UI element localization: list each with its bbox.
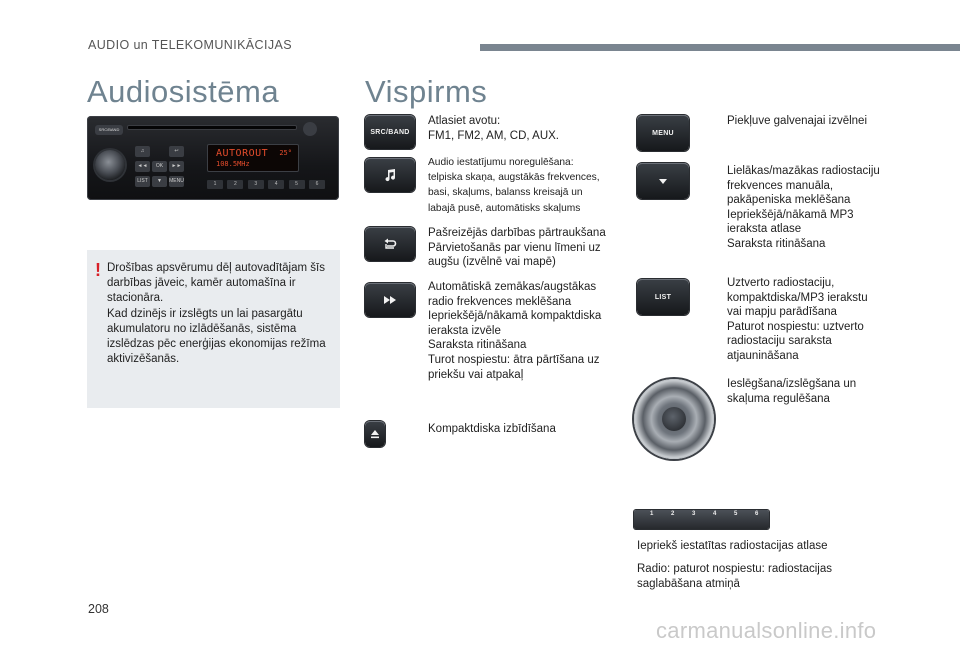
display-text: AUTOROUT xyxy=(216,148,269,159)
preset-key: 1 xyxy=(207,180,223,189)
radio-pad-button: LIST xyxy=(135,176,150,187)
item-text-audio-settings: Audio iestatījumu noregulēšana: telpiska skaņa, augstākās frekvences, basi, skaļums, balanss kreisajā un labajā pusē, automātisks skaļums xyxy=(428,157,600,214)
preset-digit: 1 xyxy=(650,511,654,517)
radio-display xyxy=(207,144,299,172)
item-text-preset-select: Iepriekš iestatītas radiostacijas atlase xyxy=(637,540,828,552)
preset-key: 6 xyxy=(309,180,325,189)
warning-text: Drošības apsvērumu dēļ autovadītājam šīs darbības jāveic, kamēr automašīna ir stacionāra. Kad dzinējs ir izslēgts un lai pasargātu akumulatoru no izlādēšanās, sistēma izslēdzas pēc enerģijas ekonomijas režīma aktivizēšanās. xyxy=(107,262,326,366)
display-frequency: 108.5MHz xyxy=(216,160,250,168)
warning-icon: ! xyxy=(95,260,101,280)
item-text-preset-save: Radio: paturot nospiestu: radiostacijas saglabāšana atmiņā xyxy=(637,563,832,590)
warning-box xyxy=(87,250,340,408)
radio-pad-button: OK xyxy=(152,161,167,172)
volume-knob-icon xyxy=(634,379,714,459)
item-text-volume: Ieslēgšana/izslēgšana un skaļuma regulēšana xyxy=(727,378,857,405)
page-number: 208 xyxy=(88,602,109,616)
preset-key: 5 xyxy=(289,180,305,189)
header-bar xyxy=(480,44,960,51)
arrow-down-icon xyxy=(637,163,689,199)
back-arrow-icon xyxy=(365,227,415,261)
list-button: LIST xyxy=(637,279,689,315)
item-text-src-band: Atlasiet avotu: FM1, FM2, AM, CD, AUX. xyxy=(428,115,559,142)
preset-key: 4 xyxy=(268,180,284,189)
radio-pad-button: ►► xyxy=(169,161,184,172)
radio-pad-button: MENU xyxy=(169,176,184,187)
item-text-manual-search: Lielākas/mazākas radiostaciju frekvences manuāla, pakāpeniska meklēšana Iepriekšējā/nākamā MP3 ieraksta atlase Saraksta ritināšana xyxy=(727,165,880,250)
eject-icon xyxy=(365,421,385,447)
preset-digit: 5 xyxy=(734,511,738,517)
item-text-seek: Automātiskā zemākas/augstākas radio frekvences meklēšana Iepriekšējā/nākamā kompaktdiska ieraksta izvēle Saraksta ritināšana Turot nospiestu: ātra pārtīšana uz priekšu vai atpakaļ xyxy=(428,281,602,381)
radio-knob-icon xyxy=(95,150,125,180)
knob-center xyxy=(662,407,686,431)
preset-buttons-image xyxy=(634,510,769,529)
preset-digit: 3 xyxy=(692,511,696,517)
radio-pad-button: ▼ xyxy=(152,176,167,187)
item-text-back: Pašreizējās darbības pārtraukšana Pārvietošanās par vienu līmeni uz augšu (izvēlnē vai mapē) xyxy=(428,227,606,269)
preset-digit: 4 xyxy=(713,511,717,517)
radio-presets xyxy=(207,180,325,189)
radio-eject-icon xyxy=(303,122,317,136)
item-text-list: Uztverto radiostaciju, kompaktdiska/MP3 ierakstu vai mapju parādīšana Paturot nospiestu: uztverto radiostaciju saraksta atjaunināšana xyxy=(727,277,868,362)
cd-slot xyxy=(127,125,297,130)
radio-unit-image xyxy=(87,116,339,200)
fast-forward-icon xyxy=(365,283,415,317)
radio-src-band-button: SRC/BAND xyxy=(95,125,123,135)
src-band-button: SRC/BAND xyxy=(365,115,415,149)
preset-digit: 6 xyxy=(755,511,759,517)
menu-button: MENU xyxy=(637,115,689,151)
watermark: carmanualsonline.info xyxy=(656,618,877,643)
preset-key: 2 xyxy=(227,180,243,189)
radio-back-icon: ↩ xyxy=(169,146,184,157)
radio-pad-button: ◄◄ xyxy=(135,161,150,172)
radio-music-icon: ♫ xyxy=(135,146,150,157)
section-header: AUDIO un TELEKOMUNIKĀCIJAS xyxy=(88,38,292,52)
right-title: Vispirms xyxy=(365,74,488,109)
left-title: Audiosistēma xyxy=(87,74,280,109)
item-text-menu: Piekļuve galvenajai izvēlnei xyxy=(727,115,867,127)
preset-key: 3 xyxy=(248,180,264,189)
item-text-eject: Kompaktdiska izbīdīšana xyxy=(428,423,556,435)
preset-digit: 2 xyxy=(671,511,675,517)
music-note-icon xyxy=(365,158,415,192)
display-temp: 25° xyxy=(279,149,292,157)
